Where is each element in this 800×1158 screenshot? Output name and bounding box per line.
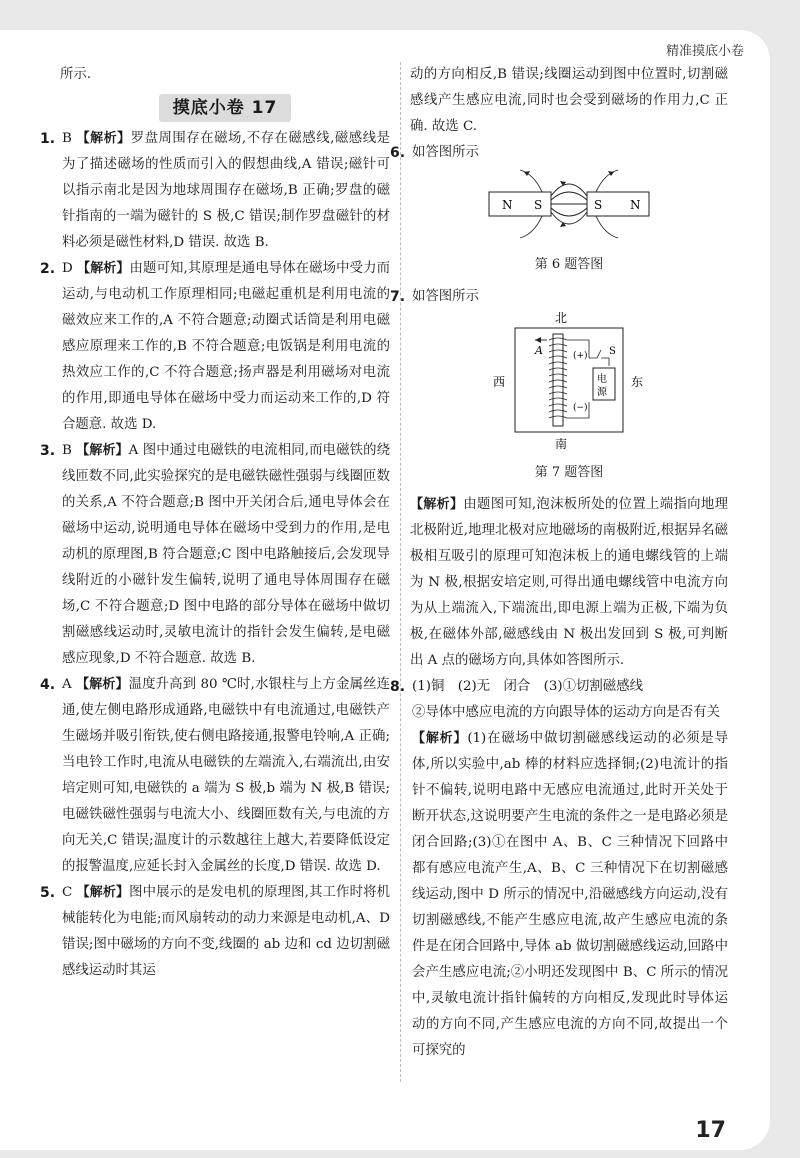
analysis-text: 罗盘周围存在磁场,不存在磁感线,磁感线是为了描述磁场的性质而引入的假想曲线,A 错误;磁针可以指示南北是因为地球周围存在磁场,B 正确;罗盘的磁针指南的一端为磁针的 S 极,C 错误;制作罗盘磁针的材料必须是磁性材料,D 错误. 故选 B. (62, 131, 390, 250)
label-north: 北 (555, 311, 568, 325)
answer-item-8 (390, 674, 728, 1064)
analysis-text: (1)在磁场中做切割磁感线运动的必须是导体,所以实验中,ab 棒的材料应选择铜;(2)电流计的指针不偏转,说明电路中无感应电流通过,此时开关处于断开状态,这说明要产生电流的条件之一是电路必须是闭合回路;(3)①在图中 A、B、C 三种情况下回路中都有感应电流产生,A、B、C 三种情况下在切割磁感线运动,图中 D 所示的情况中,沿磁感线方向运动,没有切割磁感线,不能产生感应电流,故产生感应电流的条件是在闭合回路中,导体 ab 做切割磁感线运动,回路中会产生感应电流;②小明还发现图中 B、C 所示的情况中,灵敏电流计指针偏转的方向相反,发现此时导体运动的方向不同,产生感应电流的方向不同,故提出一个可探究的 (412, 731, 728, 1058)
analysis-tag: 【解析】 (410, 497, 464, 512)
right-column (390, 62, 728, 1064)
pole-n-left: N (502, 198, 513, 212)
item-text: 如答图所示 (412, 289, 479, 304)
answer-item-4 (40, 672, 390, 880)
field-direction-arrow (535, 337, 541, 343)
answer-item-5 (40, 880, 390, 984)
switch-label: S (609, 346, 616, 357)
point-a-label: A (535, 344, 543, 357)
pole-n-right: N (630, 198, 641, 212)
answer-choice: B (62, 131, 72, 146)
item-8-answer-line-2: ②导体中感应电流的方向跟导体的运动方向是否有关 (412, 705, 720, 720)
intro-text: 所示. (60, 67, 92, 82)
answer-choice: A (62, 677, 72, 692)
answer-item-6 (390, 140, 728, 166)
section-title: 摸底小卷 17 (159, 94, 291, 122)
analysis-text: 由题可知,其原理是通电导体在磁场中受力而运动,与电动机工作原理相同;电磁起重机是利用电流的磁效应来工作的,A 不符合题意;动圈式话筒是利用电磁感应原理来工作的,B 不符合题意;电饭锅是利用电流的热效应工作的,C 不符合题意;扬声器是利用磁场对电流的作用,即通电导体在磁场中受力而运动来工作的,D 符合题意. 故选 D. (62, 261, 390, 432)
label-south: 南 (555, 437, 568, 450)
source-label-2: 源 (597, 387, 607, 398)
analysis-tag: 【解析】 (412, 731, 468, 746)
item-number: 5. (40, 885, 56, 901)
item-number: 7. (390, 289, 406, 305)
item-number: 3. (40, 443, 56, 459)
item-8-answer-line-1: (1)铜 (2)无 闭合 (3)①切割磁感线 (412, 679, 643, 694)
answer-item-1 (40, 126, 390, 256)
answer-item-7 (390, 284, 728, 310)
positive-terminal: (+) (573, 351, 588, 361)
item-number: 4. (40, 677, 56, 693)
answer-item-3 (40, 438, 390, 672)
page-number: 17 (695, 1118, 726, 1143)
item-number: 1. (40, 131, 56, 147)
answer-item-2 (40, 256, 390, 438)
analysis-tag: 【解析】 (76, 131, 131, 146)
answer-choice: C (62, 885, 73, 900)
analysis-tag: 【解析】 (76, 443, 129, 458)
analysis-text: 图中展示的是发电机的原理图,其工作时将机械能转化为电能;而风扇转动的动力来源是电动机,A、D 错误;图中磁场的方向不变,线圈的 ab 边和 cd 边切割磁感线运动时其运 (62, 885, 390, 978)
analysis-text: 温度升高到 80 ℃时,水银柱与上方金属丝连通,使左侧电路形成通路,电磁铁中有电流通过,电磁铁产生磁场并吸引衔铁,使右侧电路接通,报警电铃响,A 正确;当电铃工作时,电流从电磁铁的左端流入,右端流出,由安培定则可知,电磁铁的 a 端为 S 极,b 端为 N 极,B 错误;电磁铁磁性强弱与电流大小、线圈匝数有关,与电流的方向无关,C 错误;温度计的示数越往上越大,若要降低设定的报警温度,应延长封入金属丝的长度,D 错误. 故选 D. (62, 677, 390, 874)
magnet-field-diagram (484, 166, 654, 242)
analysis-tag: 【解析】 (77, 261, 130, 276)
analysis-tag: 【解析】 (76, 885, 130, 900)
solenoid-diagram (489, 310, 649, 450)
left-column (40, 62, 390, 984)
pole-s-left: S (534, 198, 543, 212)
source-label-1: 电 (597, 374, 607, 385)
label-west: 西 (493, 375, 506, 389)
negative-terminal: (−) (573, 403, 588, 413)
label-east: 东 (631, 375, 644, 389)
item-5-continuation: 动的方向相反,B 错误;线圈运动到图中位置时,切割磁感线产生感应电流,同时也会受到磁场的作用力,C 正确. 故选 C. (410, 67, 728, 134)
figure-7 (410, 310, 728, 486)
item-number: 2. (40, 261, 56, 277)
analysis-text: 由题图可知,泡沫板所处的位置上端指向地理北极附近,地理北极对应地磁场的南极附近,根据异名磁极相互吸引的原理可知泡沫板上的通电螺线管的上端为 N 极,根据安培定则,可得出通电螺线管中电流方向为从上端流入,下端流出,即电源上端为正极,下端为负极,在磁体外部,磁感线由 N 极出发回到 S 极,可判断出 A 点的磁场方向,具体如答图所示. (410, 497, 728, 668)
item-text: 如答图所示 (412, 145, 479, 160)
figure-7-caption: 第 7 题答图 (534, 465, 604, 480)
item-8-analysis (412, 726, 728, 1064)
analysis-text: A 图中通过电磁铁的电流相同,而电磁铁的绕线匝数不同,此实验探究的是电磁铁磁性强弱与线圈匝数的关系,A 不符合题意;B 图中开关闭合后,通电导体会在磁场中运动,说明通电导体在磁场中受到力的作用,是电动机的原理图,B 符合题意;C 图中电路触接后,会发现导线附近的小磁针发生偏转,说明了通电导体周围存在磁场,C 不符合题意;D 图中电路的部分导体在磁场中做切割磁感线运动时,灵敏电流计的指针会发生偏转,是电磁感应现象,D 不符合题意. 故选 B. (62, 443, 390, 666)
item-number: 6. (390, 145, 406, 161)
figure-6-caption: 第 6 题答图 (534, 257, 604, 272)
answer-choice: D (62, 261, 73, 276)
pole-s-right: S (594, 198, 603, 212)
item-7-analysis (410, 492, 728, 674)
item-number: 8. (390, 679, 406, 695)
page-header: 精准摸底小卷 (665, 44, 744, 59)
answer-choice: B (62, 443, 72, 458)
analysis-tag: 【解析】 (76, 677, 129, 692)
figure-6 (410, 166, 728, 278)
